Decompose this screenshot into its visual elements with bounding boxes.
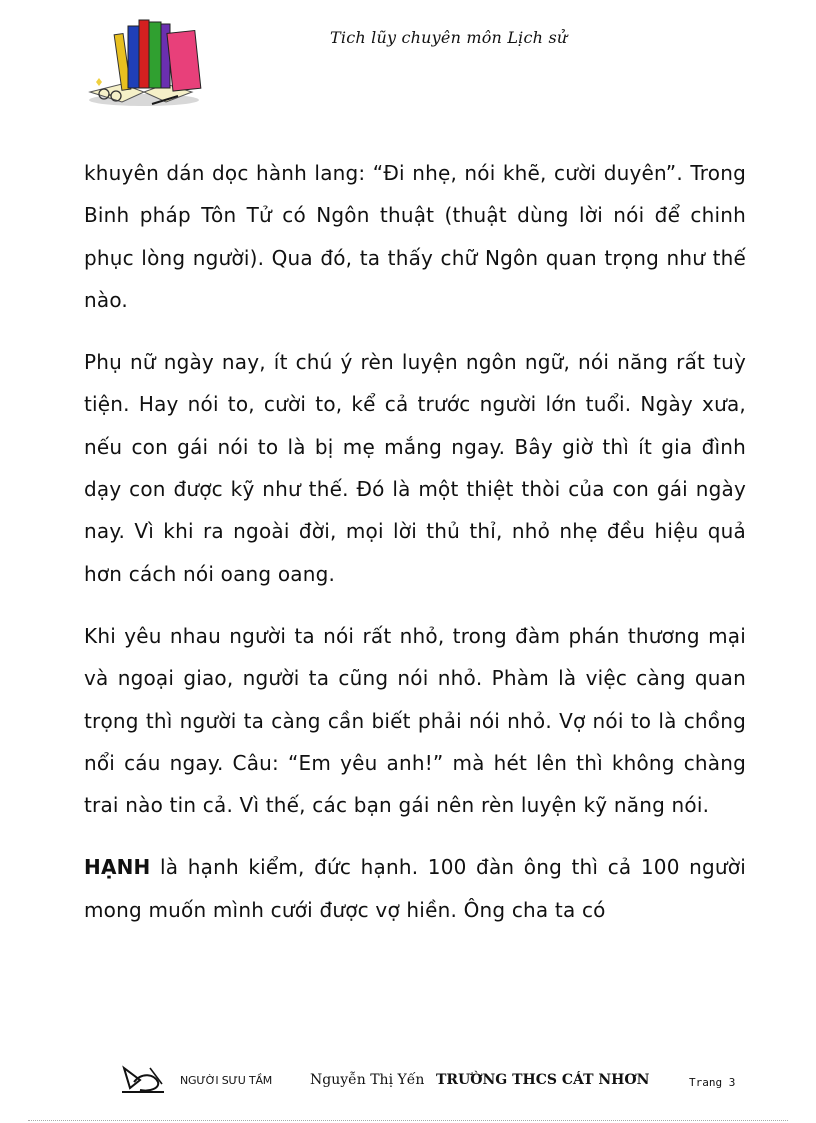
- paragraph: Khi yêu nhau người ta nói rất nhỏ, trong đàm phán thương mại và ngoại giao, người ta cũng nói nhỏ. Phàm là việc càng quan trọng thì người ta càng cần biết phải nói nhỏ. Vợ nói to là chồng nổi cáu ngay. Câu: “Em yêu anh!” mà hét lên thì không chàng trai nào tin cả. Vì thế, các bạn gái nên rèn luyện kỹ năng nói.: [84, 623, 746, 818]
- footer-author: Nguyễn Thị Yến: [310, 1072, 425, 1088]
- footer-school: TRƯỜNG THCS CÁT NHƠN: [436, 1072, 650, 1088]
- page-footer: [120, 1062, 750, 1096]
- books-icon: [82, 12, 207, 112]
- footer-divider: [28, 1120, 788, 1121]
- page-number: Trang 3: [689, 1076, 736, 1089]
- pen-hand-icon: [120, 1062, 166, 1094]
- paragraph-text: là hạnh kiểm, đức hạnh. 100 đàn ông thì cả 100 người mong muốn mình cưới được vợ hiền. Ông cha ta có: [84, 855, 746, 922]
- paragraph: [84, 846, 746, 931]
- page-header-title: Tich lũy chuyên môn Lịch sử: [330, 28, 568, 47]
- footer-collector-label: NGƯỜI SƯU TẦM: [180, 1074, 273, 1087]
- document-body: [84, 152, 746, 951]
- paragraph: khuyên dán dọc hành lang: “Đi nhẹ, nói khẽ, cười duyên”. Trong Binh pháp Tôn Tử có Ngôn thuật (thuật dùng lời nói để chinh phục lòng người). Qua đó, ta thấy chữ Ngôn quan trọng như thế nào.: [84, 161, 746, 312]
- bold-keyword: HẠNH: [84, 855, 151, 880]
- paragraph: Phụ nữ ngày nay, ít chú ý rèn luyện ngôn ngữ, nói năng rất tuỳ tiện. Hay nói to, cười to, kể cả trước người lớn tuổi. Ngày xưa, nếu con gái nói to là bị mẹ mắng ngay. Bây giờ thì ít gia đình dạy con được kỹ như thế. Đó là một thiệt thòi của con gái ngày nay. Vì khi ra ngoài đời, mọi lời thủ thỉ, nhỏ nhẹ đều hiệu quả hơn cách nói oang oang.: [84, 350, 746, 586]
